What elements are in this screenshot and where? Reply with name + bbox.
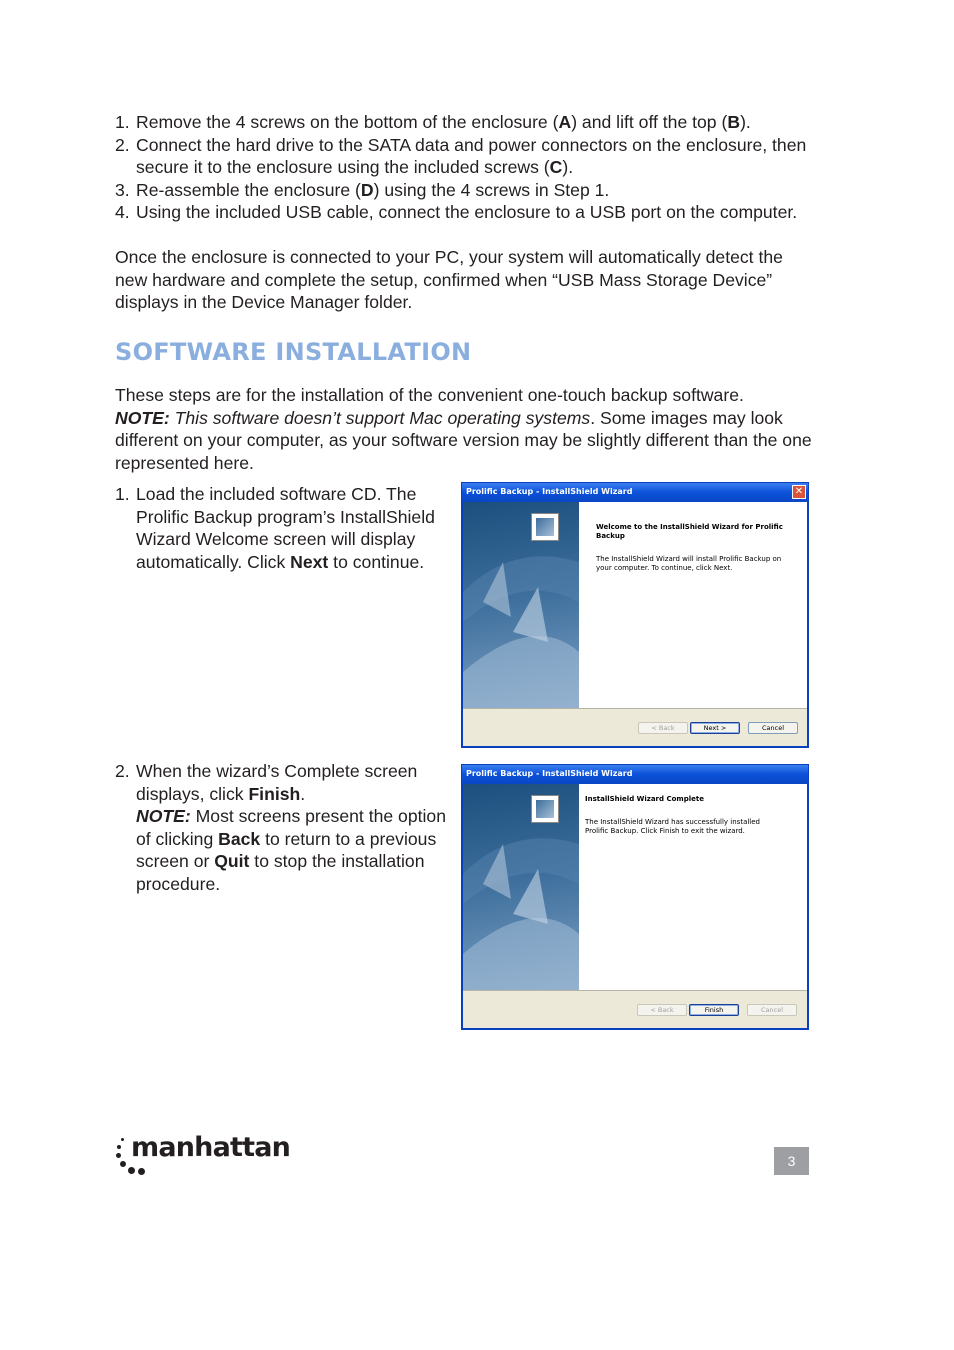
assembly-step-2: 2. Connect the hard drive to the SATA data and power connectors on the enclosure, then secure it to the enclosure using the included screws (C). bbox=[115, 134, 807, 177]
section-intro bbox=[115, 384, 815, 474]
software-step-2: 2. When the wizard’s Complete screen displays, click Finish. NOTE: Most screens present the option of clicking Back to return to a previous screen or Quit to stop the installation procedure. bbox=[115, 761, 446, 894]
logo-dot bbox=[117, 1145, 121, 1149]
logo-dot bbox=[138, 1168, 145, 1175]
assembly-step-4: 4. Using the included USB cable, connect the enclosure to a USB port on the computer. bbox=[115, 202, 798, 222]
wizard-banner-graphic bbox=[463, 784, 579, 993]
brand-wordmark: manhattan bbox=[131, 1132, 291, 1163]
close-icon[interactable]: ✕ bbox=[792, 485, 806, 499]
logo-dot bbox=[121, 1138, 124, 1141]
logo-dot bbox=[116, 1153, 121, 1158]
note-label: NOTE: bbox=[115, 407, 170, 428]
assembly-step-1: 1. Remove the 4 screws on the bottom of the enclosure (A) and lift off the top (B). bbox=[115, 112, 751, 132]
cancel-button[interactable]: Cancel bbox=[748, 722, 798, 734]
wizard-complete-title: Prolific Backup - InstallShield Wizard bbox=[466, 769, 633, 778]
wizard-welcome-heading: Welcome to the InstallShield Wizard for Prolific Backup bbox=[596, 523, 783, 540]
assembly-step-3: 3. Re-assemble the enclosure (D) using the 4 screws in Step 1. bbox=[115, 179, 610, 200]
finish-button[interactable]: Finish bbox=[689, 1004, 739, 1016]
software-step-1: 1. Load the included software CD. The Prolific Backup program’s InstallShield Wizard Welcome screen will display automatically. Click Next to continue. bbox=[115, 484, 435, 572]
section-title: SOFTWARE INSTALLATION bbox=[115, 338, 472, 366]
note-rest: . Some images may look different on your computer, as your software version may be slightly different than the one represented here. bbox=[115, 407, 812, 473]
page-number: 3 bbox=[774, 1147, 809, 1175]
wizard-complete-text: The InstallShield Wizard has successfully installed Prolific Backup. Click Finish to exit the wizard. bbox=[585, 818, 760, 835]
next-button[interactable]: Next > bbox=[690, 722, 740, 734]
logo-dot bbox=[128, 1167, 135, 1174]
wizard-welcome-window bbox=[461, 482, 809, 748]
wizard-complete-window bbox=[461, 764, 809, 1030]
software-step-2-note: NOTE: Most screens present the option of clicking Back to return to a previous screen or Quit to stop the installation procedure. bbox=[136, 806, 446, 894]
logo-dot bbox=[120, 1161, 126, 1167]
wizard-welcome-title: Prolific Backup - InstallShield Wizard bbox=[466, 487, 633, 496]
wizard-complete-footer bbox=[463, 990, 807, 1028]
section-intro-text: These steps are for the installation of the convenient one-touch backup software. bbox=[115, 385, 744, 405]
wizard-complete-heading: InstallShield Wizard Complete bbox=[585, 795, 704, 803]
wizard-welcome-footer bbox=[463, 708, 807, 746]
back-button[interactable]: < Back bbox=[638, 722, 688, 734]
wizard-banner-graphic bbox=[463, 502, 579, 711]
wizard-welcome-text: The InstallShield Wizard will install Prolific Backup on your computer. To continue, click Next. bbox=[596, 555, 782, 572]
installshield-logo-icon bbox=[531, 795, 559, 823]
wizard-welcome-banner bbox=[463, 502, 579, 711]
wizard-complete-banner bbox=[463, 784, 579, 993]
wizard-welcome-titlebar bbox=[462, 483, 808, 502]
installshield-logo-icon bbox=[531, 513, 559, 541]
assembly-steps bbox=[115, 111, 815, 224]
back-button[interactable]: < Back bbox=[637, 1004, 687, 1016]
manhattan-logo bbox=[115, 1130, 291, 1180]
note-italic: This software doesn’t support Mac operating systems bbox=[174, 407, 591, 428]
cancel-button[interactable]: Cancel bbox=[747, 1004, 797, 1016]
intro-paragraph: Once the enclosure is connected to your PC, your system will automatically detect the new hardware and complete the setup, confirmed when “USB Mass Storage Device” displays in the Device Manager folder. bbox=[115, 247, 783, 312]
wizard-complete-titlebar bbox=[462, 765, 808, 784]
